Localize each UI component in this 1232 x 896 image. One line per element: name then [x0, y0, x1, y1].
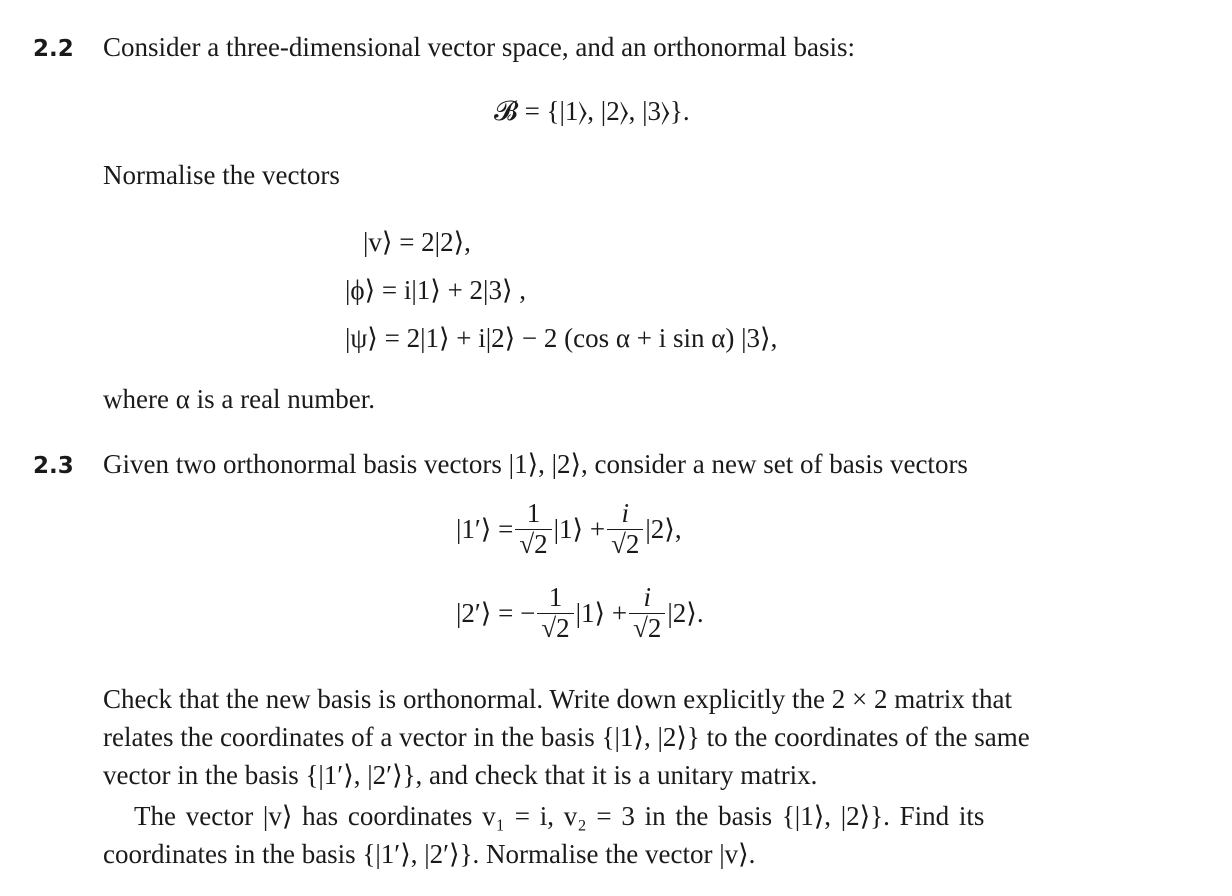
eq1-mid: |1⟩ +: [553, 513, 606, 544]
equation-psi: |ψ⟩ = 2|1⟩ + i|2⟩ − 2 (cos α + i sin α) |3⟩,: [345, 323, 778, 353]
problem-2-2-intro: Consider a three-dimensional vector space, and an orthonormal basis:: [103, 32, 856, 62]
basis-definition: 𝓑 = {|1⟩, |2⟩, |3⟩}.: [494, 96, 690, 126]
fraction-denominator: √2: [541, 613, 570, 643]
eq1-lhs: |1′⟩ =: [456, 513, 514, 544]
fraction-1-over-sqrt2: [537, 584, 573, 642]
eq1-end: |2⟩,: [645, 513, 682, 544]
fraction-i-over-sqrt2: [607, 500, 643, 558]
where-alpha-text: where α is a real number.: [103, 384, 376, 414]
problem-number-2-3: 2.3: [33, 453, 74, 479]
problem-number-2-2: 2.2: [33, 36, 74, 62]
equation-basis-1-prime: [456, 500, 682, 558]
paragraph-1-line-3: vector in the basis {|1′⟩, |2′⟩}, and check that it is a unitary matrix.: [103, 760, 818, 790]
paragraph-1-line-1: Check that the new basis is orthonormal. Write down explicitly the 2 × 2 matrix that: [103, 684, 1012, 714]
paragraph-1-line-2: relates the coordinates of a vector in the basis {|1⟩, |2⟩} to the coordinates of the same: [103, 722, 1030, 752]
fraction-numerator: i: [643, 582, 651, 612]
fraction-numerator: 1: [548, 582, 563, 612]
fraction-denominator: √2: [519, 529, 548, 559]
eq2-mid: |1⟩ +: [575, 597, 628, 628]
normalise-prompt: Normalise the vectors: [103, 160, 340, 190]
fraction-1-over-sqrt2: [515, 500, 551, 558]
problem-2-3-intro: Given two orthonormal basis vectors |1⟩, |2⟩, consider a new set of basis vectors: [103, 449, 968, 479]
equation-phi: |ϕ⟩ = i|1⟩ + 2|3⟩ ,: [345, 275, 526, 305]
paragraph-2-line-2: coordinates in the basis {|1′⟩, |2′⟩}. Normalise the vector |v⟩.: [103, 839, 756, 869]
fraction-numerator: i: [621, 498, 629, 528]
paragraph-2-line-1: The vector |v⟩ has coordinates v₁ = i, v₂ = 3 in the basis {|1⟩, |2⟩}. Find its: [134, 801, 985, 831]
eq2-lhs: |2′⟩ = −: [456, 597, 536, 628]
eq2-end: |2⟩.: [667, 597, 704, 628]
fraction-numerator: 1: [526, 498, 541, 528]
fraction-i-over-sqrt2: [629, 584, 665, 642]
equation-v: |v⟩ = 2|2⟩,: [363, 227, 471, 257]
fraction-denominator: √2: [611, 529, 640, 559]
equation-basis-2-prime: [456, 584, 704, 642]
fraction-denominator: √2: [633, 613, 662, 643]
